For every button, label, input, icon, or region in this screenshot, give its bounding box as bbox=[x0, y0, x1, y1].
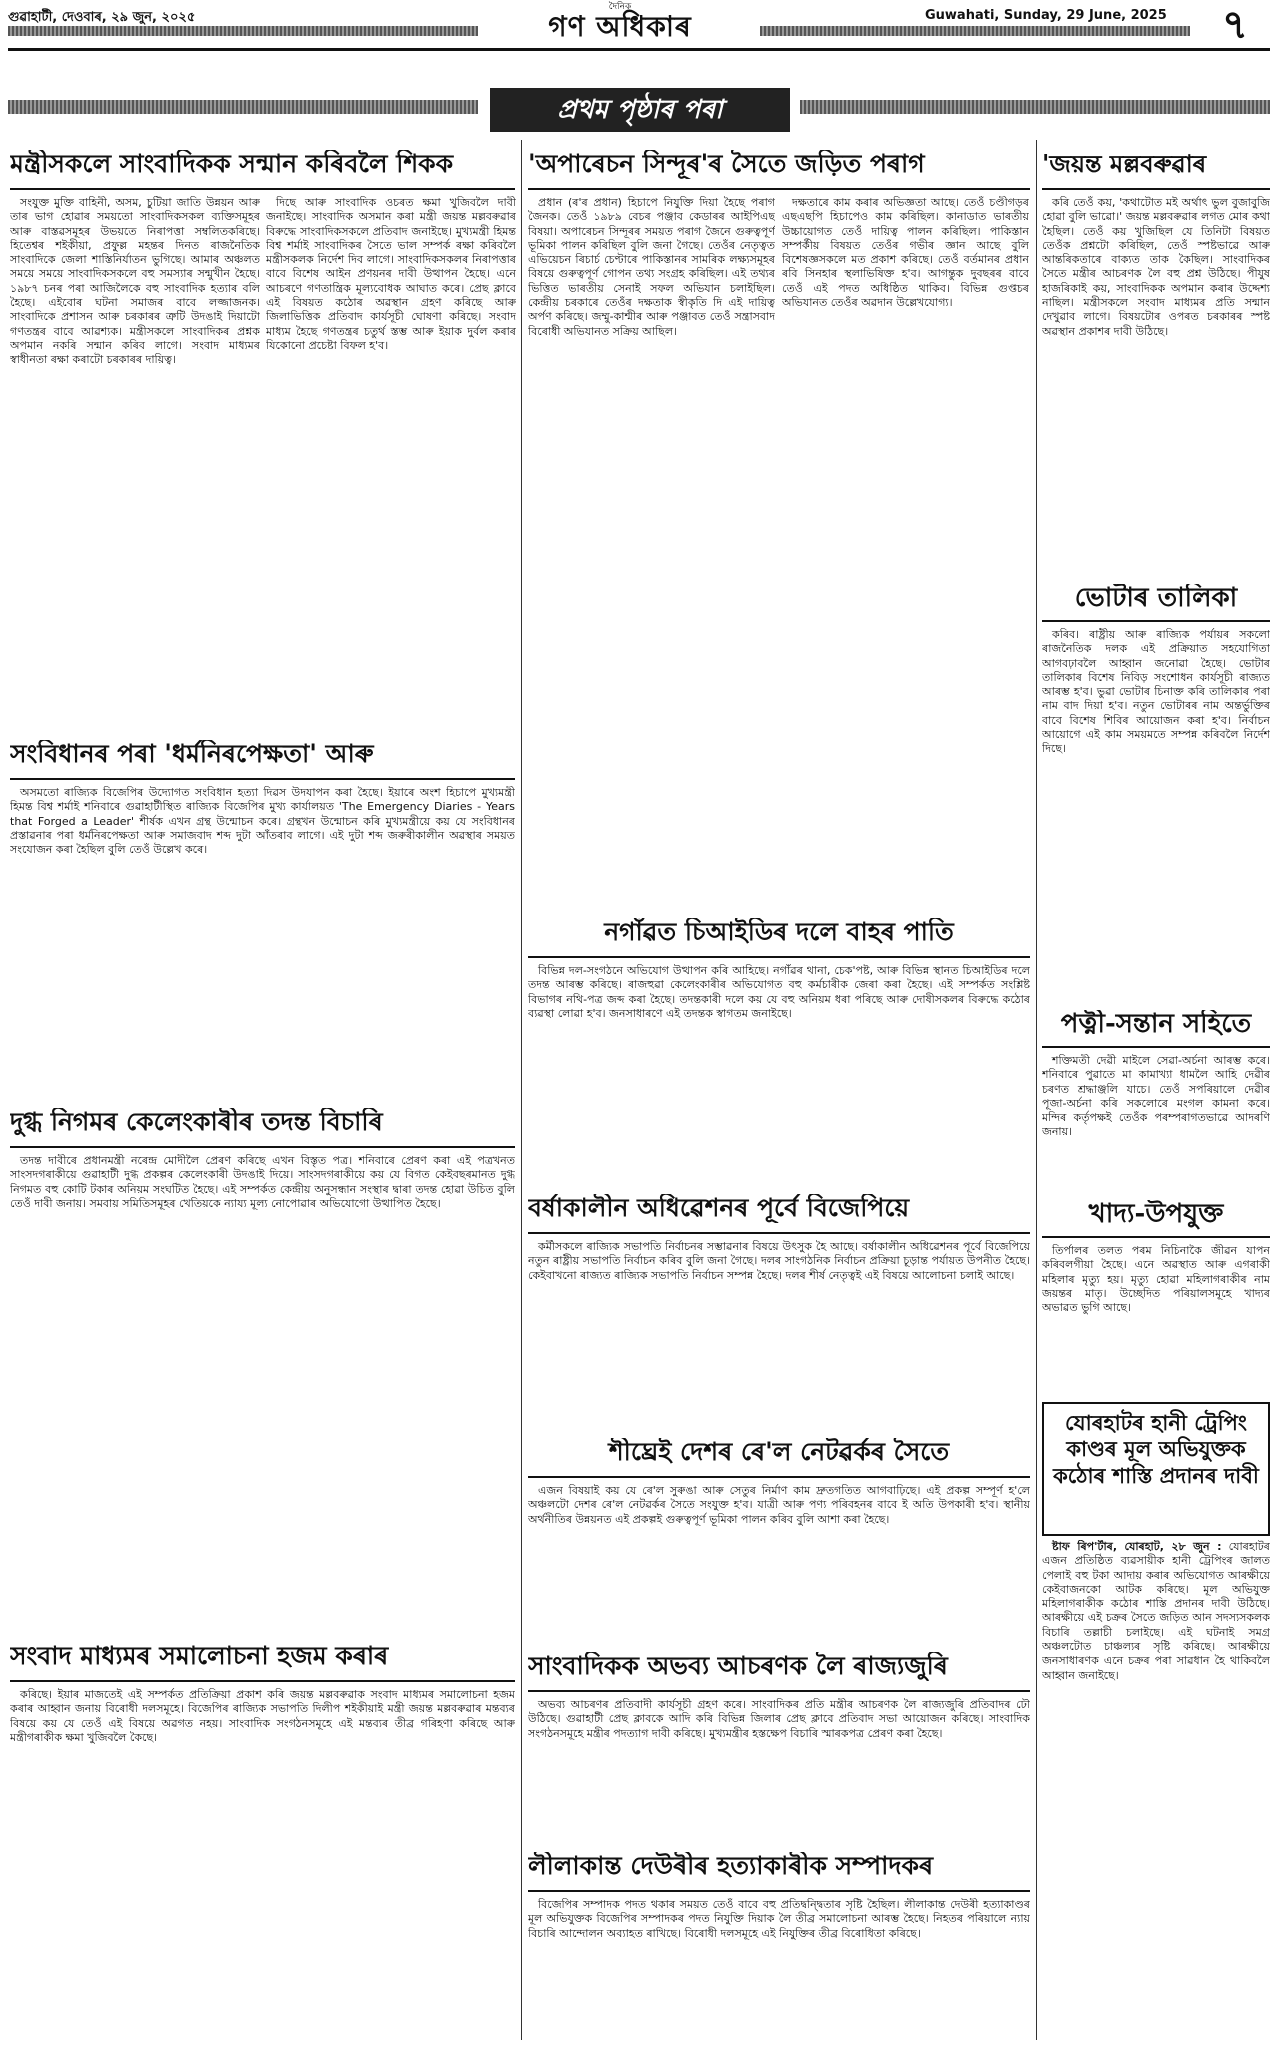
article-headline: দুগ্ধ নিগমৰ কেলেংকাৰীৰ তদন্ত বিচাৰি bbox=[10, 1108, 383, 1136]
article-paragraph: কৰি তেওঁ কয়, 'কথাটোত মই অৰ্থাৎ ভুল বুজাবুজি হোৱা বুলি ভাৱো।' জয়ন্ত মল্লবৰুৱাৰ লগত মোৰ কথা হৈছিল। তেওঁ কয় খুজিছিল যে তিনিটা বিষয়ত তেওঁক প্ৰশ্নটো কৰিছিল, তেওঁ স্পষ্টভাৱে আৰু আন্তৰিকতাৰে বাক্যত তাক কৈছিল। সাংবাদিকৰ সৈতে মন্ত্ৰীৰ আচৰণক লৈ বহু প্ৰশ্ন উঠিছে। পীযুষ হাজৰিকাই কয়, সাংবাদিকক অপমান কৰাৰ উদ্দেশ্য নাছিল। মন্ত্ৰীসকলে সংবাদ মাধ্যমৰ প্ৰতি সন্মান দেখুৱাব লাগে। বিষয়টোৰ ওপৰত চৰকাৰৰ স্পষ্ট অৱস্থান প্ৰকাশৰ দাবী উঠিছে। bbox=[1042, 196, 1270, 338]
article-headline: খাদ্য-উপযুক্ত bbox=[1088, 1200, 1224, 1229]
article-body bbox=[528, 196, 775, 908]
article-byline: ষ্টাফ ৰিপ'ৰ্টাৰ, যোৰহাট, ২৮ জুন : bbox=[1052, 1540, 1222, 1553]
article-paragraph: দিছে আৰু সাংবাদিক ওচৰত ক্ষমা খুজিবলৈ দাবী জনাইছে। সাংবাদিক অসমান কৰা মন্ত্ৰী জয়ন্ত মল্লবৰুৱাৰ বিৰুদ্ধে সাংবাদিকসকলে প্ৰতিবাদ জনাইছে। মুখ্যমন্ত্ৰী হিমন্ত বিশ্ব শৰ্মাই সাংবাদিকৰ সৈতে ভাল সম্পৰ্ক ৰক্ষা কৰিবলৈ মন্ত্ৰীসকলক নিৰ্দেশ দিব লাগে। সাংবাদিকসকলৰ নিৰাপত্তাৰ বাবে বিশেষ আইন প্ৰণয়নৰ দাবী উত্থাপন হৈছে। এনে আচৰণে গণতান্ত্ৰিক মূল্যবোধক আঘাত কৰে। প্ৰেছ ক্লাবে এই বিষয়ত কঠোৰ অৱস্থান গ্ৰহণ কৰিছে আৰু জিলাভিত্তিক প্ৰতিবাদ কাৰ্যসূচী ঘোষণা কৰিছে। সংবাদ মাধ্যম হৈছে গণতন্ত্ৰৰ চতুৰ্থ স্তম্ভ আৰু ইয়াক দুৰ্বল কৰাৰ যিকোনো প্ৰচেষ্টা বিফল হ'ব। bbox=[266, 196, 516, 352]
article-paragraph: সংযুক্ত মুক্তি বাহিনী, অসম, চুটিয়া জাতি উন্নয়ন আৰু তাৰ ভাগ হোৱাৰ সময়তো সাংবাদিকসকল ব্যক্তিসমূহৰ আৰু বাস্তৱসমূহৰ উভয়তে নিৰাপত্তা সম্বলিতকৰিছে। হিতেশ্বৰ শইকীয়া, প্ৰফুল্ল মহন্তৰ দিনত ৰাজনৈতিক সাংবাদিকে জেলা শাস্তিনিৰ্যাতন ভুগিছে। আমাৰ অঞ্চলত সময়ে সময়ে সাংবাদিকসকলে বহু সমস্যাৰ সন্মুখীন হৈছে। ১৯৮৭ চনৰ পৰা আজিলৈকে বহু সাংবাদিক হত্যাৰ বলি হৈছে। এইবোৰ ঘটনা সমাজৰ বাবে লজ্জাজনক। সাংবাদিকে প্ৰশাসন আৰু চৰকাৰৰ ত্ৰুটি উদঙাই দিয়াটো গণতন্ত্ৰৰ বাবে আৱশ্যক। মন্ত্ৰীসকলে সাংবাদিকৰ প্ৰশ্নক অপমান নকৰি সন্মান কৰিব লাগে। সংবাদ মাধ্যমৰ স্বাধীনতা ৰক্ষা কৰাটো চৰকাৰৰ দায়িত্ব। bbox=[10, 196, 260, 367]
masthead-date-right: Guwahati, Sunday, 29 June, 2025 bbox=[925, 8, 1167, 23]
article-paragraph: অসমতো ৰাজ্যিক বিজেপিৰ উদ্যোগত সংবিধান হত্যা দিৱস উদযাপন কৰা হৈছে। ইয়াৰে অংশ হিচাপে মুখ্যমন্ত্ৰী হিমন্ত বিশ্ব শৰ্মাই শনিবাৰে গুৱাহাটীস্থিত ৰাজ্যিক বিজেপিৰ মুখ্য কাৰ্যালয়ত 'The Emergency Diaries - Years that Forged a Leader' শীৰ্ষক এখন গ্ৰন্থ উন্মোচন কৰে। গ্ৰন্থখন উন্মোচন কৰি মুখ্যমন্ত্ৰীয়ে কয় যে সংবিধানৰ প্ৰস্তাৱনাৰ পৰা ধৰ্মনিৰপেক্ষতা আৰু সমাজবাদ শব্দ দুটা আঁতৰাব লাগে। এই দুটা শব্দ জৰুৰীকালীন অৱস্থাৰ সময়ত সংযোজন কৰা হৈছিল বুলি তেওঁ উল্লেখ কৰে। bbox=[10, 786, 515, 857]
article-paragraph: কৰিছে। ইয়াৰ মাজতেই এই সম্পৰ্কত প্ৰতিক্ৰিয়া প্ৰকাশ কৰি জয়ন্ত মল্লবৰুৱাক সংবাদ মাধ্যমৰ সমালোচনা হজম কৰাৰ আহ্বান জনায় বিৰোধী দলসমূহে। বিজেপিৰ ৰাজ্যিক সভাপতি দিলীপ শইকীয়াই মন্ত্ৰী জয়ন্ত মল্লবৰুৱাৰ মন্তব্যৰ বিষয়ে কয় যে তেওঁ এই বিষয়ে অৱগত নহয়। সাংবাদিক সংগঠনসমূহে এই মন্তব্যৰ তীব্ৰ গৰিহণা কৰিছে আৰু মন্ত্ৰীগৰাকীক ক্ষমা খুজিবলৈ কৈছে। bbox=[10, 1688, 515, 1744]
section-banner: প্ৰথম পৃষ্ঠাৰ পৰা bbox=[490, 88, 790, 132]
page-number: ৭ bbox=[1221, 2, 1248, 48]
article-headline: ভোটাৰ তালিকা bbox=[1074, 584, 1238, 613]
article-paragraph: যোৰহাটৰ এজন প্ৰতিষ্ঠিত ব্যৱসায়ীক হানী ট্ৰেপিংৰ জালত পেলাই বহু টকা আদায় কৰাৰ অভিযোগত আৰক্ষীয়ে কেইবাজনকো আটক কৰিছে। মূল অভিযুক্ত মহিলাগৰাকীক কঠোৰ শাস্তি প্ৰদানৰ দাবী উঠিছে। আৰক্ষীয়ে এই চক্ৰৰ সৈতে জড়িত আন সদস্যসকলক বিচাৰি তল্লাচী চলাইছে। এই ঘটনাই সমগ্ৰ অঞ্চলটোত চাঞ্চল্যৰ সৃষ্টি কৰিছে। আৰক্ষীয়ে জনসাধাৰণক এনে চক্ৰৰ পৰা সাৱধান হৈ থাকিবলৈ আহ্বান জনাইছে। bbox=[1042, 1540, 1270, 1682]
masthead-rule bbox=[8, 48, 1270, 51]
article-paragraph: তদন্ত দাবীৰে প্ৰধানমন্ত্ৰী নৰেন্দ্ৰ মোদীলৈ প্ৰেৰণ কৰিছে এখন বিস্তৃত পত্ৰ। শনিবাৰে প্ৰেৰণ কৰা এই পত্ৰখনত সাংসদগৰাকীয়ে গুৱাহাটী দুগ্ধ প্ৰকল্পৰ কেলেংকাৰী উদঙাই দিয়ে। সাংসদগৰাকীয়ে কয় যে বিগত কেইবছৰমানত দুগ্ধ নিগমত বহু কোটি টকাৰ অনিয়ম সংঘটিত হৈছে। এই সম্পৰ্কত কেন্দ্ৰীয় অনুসন্ধান সংস্থাৰ দ্বাৰা তদন্ত হোৱা উচিত বুলি তেওঁ দাবী জনায়। সমবায় সমিতিসমূহৰ খেতিয়কে ন্যায্য মূল্য নোপোৱাৰ অভিযোগো উত্থাপিত হৈছে। bbox=[10, 1154, 515, 1210]
article-body bbox=[1042, 1054, 1270, 1194]
masthead-tagline: দৈনিক bbox=[608, 2, 632, 12]
article-body bbox=[528, 1484, 1030, 1644]
article-rule bbox=[528, 1476, 1030, 1478]
article-rule bbox=[1042, 1236, 1270, 1238]
article-body bbox=[10, 786, 515, 1101]
article-rule bbox=[528, 1690, 1030, 1692]
banner-bar-right bbox=[800, 100, 1270, 114]
article-body bbox=[1042, 628, 1270, 1002]
article-paragraph: কৰিব। ৰাষ্ট্ৰীয় আৰু ৰাজ্যিক পৰ্যায়ৰ সকলো ৰাজনৈতিক দলক এই প্ৰক্ৰিয়াত সহযোগিতা আগবঢ়াবলৈ আহ্বান জনোৱা হৈছে। ভোটাৰ তালিকাৰ বিশেষ নিবিড় সংশোধন কাৰ্যসূচী ৰাজ্যত আৰম্ভ হ'ব। ভুৱা ভোটাৰ চিনাক্ত কৰি তালিকাৰ পৰা নাম বাদ দিয়া হ'ব। নতুন ভোটাৰৰ নাম অন্তৰ্ভুক্তিৰ বাবে বিশেষ শিবিৰ আয়োজন কৰা হ'ব। নিৰ্বাচন আয়োগে এই কাম সময়মতে সম্পন্ন কৰিবলৈ নিৰ্দেশ দিছে। bbox=[1042, 628, 1270, 756]
article-body bbox=[1042, 196, 1270, 576]
article-body bbox=[528, 1698, 1030, 1843]
article-rule bbox=[10, 1146, 515, 1148]
article-headline: শীঘ্ৰেই দেশৰ ৰে'ল নেটৱৰ্কৰ সৈতে bbox=[608, 1438, 950, 1466]
article-headline: বৰ্ষাকালীন অধিৱেশনৰ পূৰ্বে বিজেপিয়ে bbox=[528, 1194, 910, 1222]
article-rule bbox=[528, 956, 1030, 958]
article-rule bbox=[1042, 188, 1270, 190]
article-headline: লীলাকান্ত দেউৰীৰ হত্যাকাৰীক সম্পাদকৰ bbox=[528, 1852, 934, 1880]
banner-bar-left bbox=[8, 100, 478, 114]
article-rule bbox=[1042, 1046, 1270, 1048]
article-headline: 'জয়ন্ত মল্লবৰুৱাৰ bbox=[1042, 150, 1207, 178]
masthead-bar-right bbox=[760, 26, 1190, 36]
article-rule bbox=[528, 1890, 1030, 1892]
article-rule bbox=[528, 188, 1030, 190]
article-rule bbox=[528, 1232, 1030, 1234]
boxed-headline-frame bbox=[1042, 1402, 1270, 1536]
article-body bbox=[528, 964, 1030, 1186]
article-headline: সাংবাদিকক অভব্য আচৰণক লৈ ৰাজ্যজুৰি bbox=[528, 1652, 948, 1680]
article-rule bbox=[10, 188, 515, 190]
masthead-date-left: গুৱাহাটী, দেওবাৰ, ২৯ জুন, ২০২৫ bbox=[8, 10, 196, 25]
article-rule bbox=[1042, 620, 1270, 622]
article-rule bbox=[10, 778, 515, 780]
article-paragraph: বিজেপিৰ সম্পাদক পদত থকাৰ সময়ত তেওঁ বাবে বহু প্ৰতিদ্বন্দ্বিতাৰ সৃষ্টি হৈছিল। লীলাকান্ত দেউৰী হত্যাকাণ্ডৰ মূল অভিযুক্তক বিজেপিৰ সম্পাদকৰ পদত নিযুক্তি দিয়াক লৈ তীব্ৰ সমালোচনা আৰম্ভ হৈছে। নিহতৰ পৰিয়ালে ন্যায় বিচাৰি আন্দোলন অব্যাহত ৰাখিছে। বিৰোধী দলসমূহে এই নিযুক্তিৰ তীব্ৰ বিৰোধিতা কৰিছে। bbox=[528, 1898, 1030, 1940]
article-body bbox=[266, 196, 516, 756]
article-paragraph: অভব্য আচৰণৰ প্ৰতিবাদী কাৰ্যসূচী গ্ৰহণ কৰে। সাংবাদিকৰ প্ৰতি মন্ত্ৰীৰ আচৰণক লৈ ৰাজ্যজুৰি প্ৰতিবাদৰ ঢৌ উঠিছে। গুৱাহাটী প্ৰেছ ক্লাবকে আদি কৰি বিভিন্ন জিলাৰ প্ৰেছ ক্লাবে প্ৰতিবাদ সভা আয়োজন কৰিছে। সাংবাদিক সংগঠনসমূহে মন্ত্ৰীৰ পদত্যাগ দাবী কৰিছে। মুখ্যমন্ত্ৰীৰ হস্তক্ষেপ বিচাৰি স্মাৰকপত্ৰ প্ৰেৰণ কৰা হৈছে। bbox=[528, 1698, 1030, 1740]
article-body bbox=[1042, 1244, 1270, 1394]
article-headline: 'অপাৰেচন সিন্দূৰ'ৰ সৈতে জড়িত পৰাগ bbox=[528, 150, 925, 178]
article-paragraph: তিৰ্পালৰ তলত পৰম নিচিনাকৈ জীৱন যাপন কৰিবলগীয়া হৈছে। এনে অৱস্থাত আৰু এগৰাকী মহিলাৰ মৃত্যু হয়। মৃত্যু হোৱা মহিলাগৰাকীৰ নাম জয়ন্তৰ মাতৃ। উচ্ছেদিত পৰিয়ালসমূহে খাদ্যৰ অভাৱত ভুগি আছে। bbox=[1042, 1244, 1270, 1315]
article-headline: নগাঁৱত চিআইডিৰ দলে বাহৰ পাতি bbox=[604, 918, 954, 946]
masthead-bar-left bbox=[8, 26, 478, 36]
article-body bbox=[528, 1898, 1030, 2038]
article-paragraph: বিভিন্ন দল-সংগঠনে অভিযোগ উত্থাপন কৰি আহিছে। নগাঁৱৰ থানা, চেক'পষ্ট, আৰু বিভিন্ন স্থানত চিআইডিৰ দলে তদন্ত আৰম্ভ কৰিছে। ৰাজহুৱা কেলেংকাৰীৰ অভিযোগত বহু কৰ্মচাৰীক জেৰা কৰা হৈছে। এই সম্পৰ্কত সংশ্লিষ্ট বিভাগৰ নথি-পত্ৰ জব্দ কৰা হৈছে। তদন্তকাৰী দলে কয় যে বহু অনিয়ম ধৰা পৰিছে আৰু দোষীসকলৰ বিৰুদ্ধে কঠোৰ ব্যৱস্থা লোৱা হ'ব। জনসাধাৰণে এই তদন্তক স্বাগতম জনাইছে। bbox=[528, 964, 1030, 1020]
article-headline: মন্ত্ৰীসকলে সাংবাদিকক সন্মান কৰিবলৈ শিকক bbox=[10, 150, 454, 178]
article-rule bbox=[10, 1680, 515, 1682]
article-body bbox=[10, 1688, 515, 2038]
article-headline: পত্নী-সন্তান সহিতে bbox=[1060, 1010, 1252, 1039]
article-body bbox=[10, 196, 260, 756]
article-headline: সংবিধানৰ পৰা 'ধৰ্মনিৰপেক্ষতা' আৰু bbox=[10, 740, 374, 768]
article-paragraph: এজন বিষয়াই কয় যে ৰে'ল সুৰুঙা আৰু সেতুৰ নিৰ্মাণ কাম দ্ৰুতগতিত আগবাঢ়িছে। এই প্ৰকল্প সম্পূৰ্ণ হ'লে অঞ্চলটো দেশৰ ৰে'ল নেটৱৰ্কৰ সৈতে সংযুক্ত হ'ব। যাত্ৰী আৰু পণ্য পৰিবহনৰ বাবে ই অতি উপকাৰী হ'ব। স্থানীয় অৰ্থনীতিৰ উন্নয়নত এই প্ৰকল্পই গুৰুত্বপূৰ্ণ ভূমিকা পালন কৰিব বুলি আশা কৰা হৈছে। bbox=[528, 1484, 1030, 1526]
article-paragraph: প্ৰধান (ৰ'ৰ প্ৰধান) হিচাপে নিযুক্তি দিয়া হৈছে পৰাগ জৈনক। তেওঁ ১৯৮৯ বেচৰ পঞ্জাব কেডাৰৰ আইপিএছ বিষয়া। অপাৰেচন সিন্দূৰৰ সময়ত পৰাগ জৈনে গুৰুত্বপূৰ্ণ ভূমিকা পালন কৰিছিল বুলি জনা গৈছে। তেওঁৰ নেতৃত্বত এভিয়েচন ৰিচাৰ্চ চেণ্টাৰে পাকিস্তানৰ সামৰিক লক্ষ্যসমূহৰ বিষয়ে গুৰুত্বপূৰ্ণ গোপন তথ্য সংগ্ৰহ কৰিছিল। এই তথ্যৰ ভিত্তিত ভাৰতীয় সেনাই সফল অভিযান চলাইছিল। কেন্দ্ৰীয় চৰকাৰে তেওঁৰ দক্ষতাক স্বীকৃতি দি এই দায়িত্ব অৰ্পণ কৰিছে। জম্মু-কাশ্মীৰ আৰু পঞ্জাবত তেওঁ সন্ত্ৰাসবাদ বিৰোধী অভিযানত সক্ৰিয় আছিল। bbox=[528, 196, 775, 338]
article-paragraph: দক্ষতাৰে কাম কৰাৰ অভিজ্ঞতা আছে। তেওঁ চণ্ডীগড়ৰ এছএছপি হিচাপেও কাম কৰিছিল। কানাডাত ভাৰতীয় উচ্চায়োগত তেওঁ দায়িত্ব পালন কৰিছিল। পাকিস্তান সম্পৰ্কীয় বিষয়ত তেওঁৰ গভীৰ জ্ঞান আছে বুলি বিশেষজ্ঞসকলে মত প্ৰকাশ কৰিছে। তেওঁ বৰ্তমানৰ প্ৰধান ৰবি সিনহাৰ স্থলাভিষিক্ত হ'ব। আগন্তুক দুবছৰৰ বাবে তেওঁ এই পদত অধিষ্ঠিত থাকিব। বিভিন্ন গুপ্তচৰ অভিযানত তেওঁৰ অৱদান উল্লেখযোগ্য। bbox=[782, 196, 1029, 310]
article-body bbox=[528, 1240, 1030, 1430]
masthead-title: গণ অধিকাৰ bbox=[548, 10, 692, 43]
column-divider bbox=[1036, 140, 1037, 2040]
article-body bbox=[10, 1154, 515, 1634]
article-body bbox=[1042, 1540, 1270, 2040]
boxed-headline: যোৰহাটৰ হানী ট্ৰেপিং কাণ্ডৰ মূল অভিযুক্তক কঠোৰ শাস্তি প্ৰদানৰ দাবী bbox=[1053, 1410, 1259, 1488]
article-body bbox=[782, 196, 1029, 908]
article-paragraph: কৰ্মীসকলে ৰাজ্যিক সভাপতি নিৰ্বাচনৰ সম্ভাৱনাৰ বিষয়ে উৎসুক হৈ আছে। বৰ্ষাকালীন অধিৱেশনৰ পূৰ্বে বিজেপিয়ে নতুন ৰাষ্ট্ৰীয় সভাপতি নিৰ্বাচন কৰিব বুলি জনা গৈছে। দলৰ সাংগঠনিক নিৰ্বাচন প্ৰক্ৰিয়া চূড়ান্ত পৰ্যায়ত উপনীত হৈছে। কেইবাখনো ৰাজ্যত ৰাজ্যিক সভাপতি নিৰ্বাচন সম্পন্ন হৈছে। দলৰ শীৰ্ষ নেতৃত্বই এই বিষয়ে আলোচনা চলাই আছে। bbox=[528, 1240, 1030, 1282]
article-paragraph: শক্তিমতী দেৱী মাইলে সেৱা-অৰ্চনা আৰম্ভ কৰে। শনিবাৰে পুৱাতে মা কামাখ্যা ধামলৈ আহি দেৱীৰ চৰণত শ্ৰদ্ধাঞ্জলি যাচে। তেওঁ সপৰিয়ালে দেৱীৰ পূজা-অৰ্চনা কৰি সকলোৰে মংগল কামনা কৰে। মন্দিৰ কৰ্তৃপক্ষই তেওঁক পৰম্পৰাগতভাৱে আদৰণি জনায়। bbox=[1042, 1054, 1270, 1139]
column-divider bbox=[521, 140, 522, 2040]
masthead-logo bbox=[490, 2, 750, 44]
article-headline: সংবাদ মাধ্যমৰ সমালোচনা হজম কৰাৰ bbox=[10, 1642, 389, 1670]
